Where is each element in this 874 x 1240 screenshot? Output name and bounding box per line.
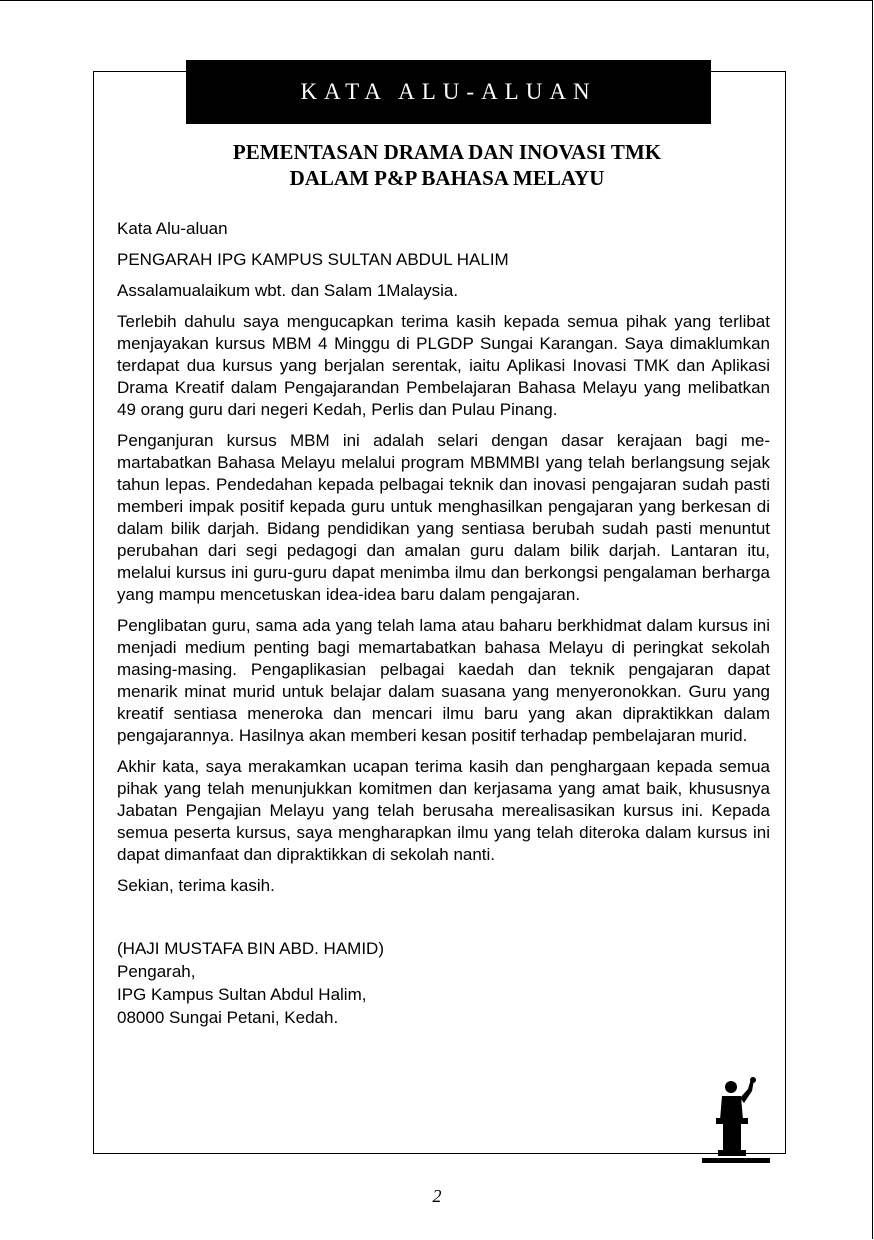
letter-greeting: Assalamualaikum wbt. dan Salam 1Malaysia. bbox=[117, 281, 459, 300]
signatory-address: 08000 Sungai Petani, Kedah. bbox=[117, 1008, 339, 1027]
title-line-2: DALAM P&P BAHASA MELAYU bbox=[289, 166, 605, 190]
signatory-name: (HAJI MUSTAFA BIN ABD. HAMID) bbox=[117, 939, 384, 958]
speaker-at-podium-icon bbox=[697, 1074, 773, 1166]
page-number: 2 bbox=[432, 1186, 442, 1206]
signatory-institution: IPG Kampus Sultan Abdul Halim, bbox=[117, 985, 367, 1004]
paragraph-3: Penglibatan guru, sama ada yang telah lama atau baharu berkhidmat dalam kursus ini menjadi medium penting bagi memartabatkan bahasa Melayu di peringkat sekolah masing-masing. Pengaplikasian pelbagai kaedah dan teknik pengajaran dapat menarik minat murid untuk belajar dalam suasana yang menyeronokkan. Guru yang kreatif sentiasa meneroka dan mencari ilmu baru yang akan dipraktikkan dalam pengajarannya. Hasilnya akan memberi kesan positif terhadap pembelajaran murid. bbox=[117, 616, 770, 745]
letter-heading: Kata Alu-aluan bbox=[117, 219, 228, 238]
paragraph-2: Penganjuran kursus MBM ini adalah selari dengan dasar kerajaan bagi memartabatkan Bahasa Melayu melalui program MBMMBI yang telah berlangsung sejak tahun lepas. Pendedahan kepada pelbagai teknik dan inovasi pengajaran sudah pasti memberi impak positif kepada guru untuk menghasilkan pengajaran yang berkesan di dalam bilik darjah. Bidang pendidikan yang sentiasa berubah sudah pasti menuntut perubahan dari segi pedagogi dan amalan guru dalam bilik darjah. Lantaran itu, melalui kursus ini guru-guru dapat menimba ilmu dan berkongsi pengalaman berharga yang mampu mencetuskan idea-idea baru dalam pengajaran. bbox=[117, 431, 770, 604]
signatory-position: Pengarah, bbox=[117, 962, 196, 981]
letter-addressee: PENGARAH IPG KAMPUS SULTAN ABDUL HALIM bbox=[117, 250, 509, 269]
closing-line: Sekian, terima kasih. bbox=[117, 876, 275, 895]
page-title bbox=[93, 139, 801, 191]
paragraph-1: Terlebih dahulu saya mengucapkan terima kasih kepada semua pihak yang terlibat menjayakan kursus MBM 4 Minggu di PLGDP Sungai Karangan. Saya dimaklumkan terdapat dua kursus yang berjalan serentak, iaitu Aplikasi Inovasi TMK dan Aplikasi Drama Kreatif dalam Pengajarandan Pembelajaran Bahasa Melayu yang melibatkan 49 orang guru dari negeri Kedah, Perlis dan Pulau Pinang. bbox=[117, 312, 770, 419]
signature-block bbox=[117, 937, 770, 1029]
title-line-1: PEMENTASAN DRAMA DAN INOVASI TMK bbox=[232, 140, 662, 164]
page-banner: KATA ALU-ALUAN bbox=[186, 60, 711, 124]
paragraph-4: Akhir kata, saya merakamkan ucapan terima kasih dan penghargaan kepada semua pihak yang telah menunjukkan komitmen dan kerjasama yang amat baik, khususnya Jabatan Pengajian Melayu yang telah berusaha merealisasikan kursus ini. Kepada semua peserta kursus, saya mengharapkan ilmu yang telah diteroka dalam kursus ini dapat dimanfaat dan dipraktikkan di sekolah nanti. bbox=[117, 757, 770, 864]
letter-body bbox=[117, 218, 770, 1029]
